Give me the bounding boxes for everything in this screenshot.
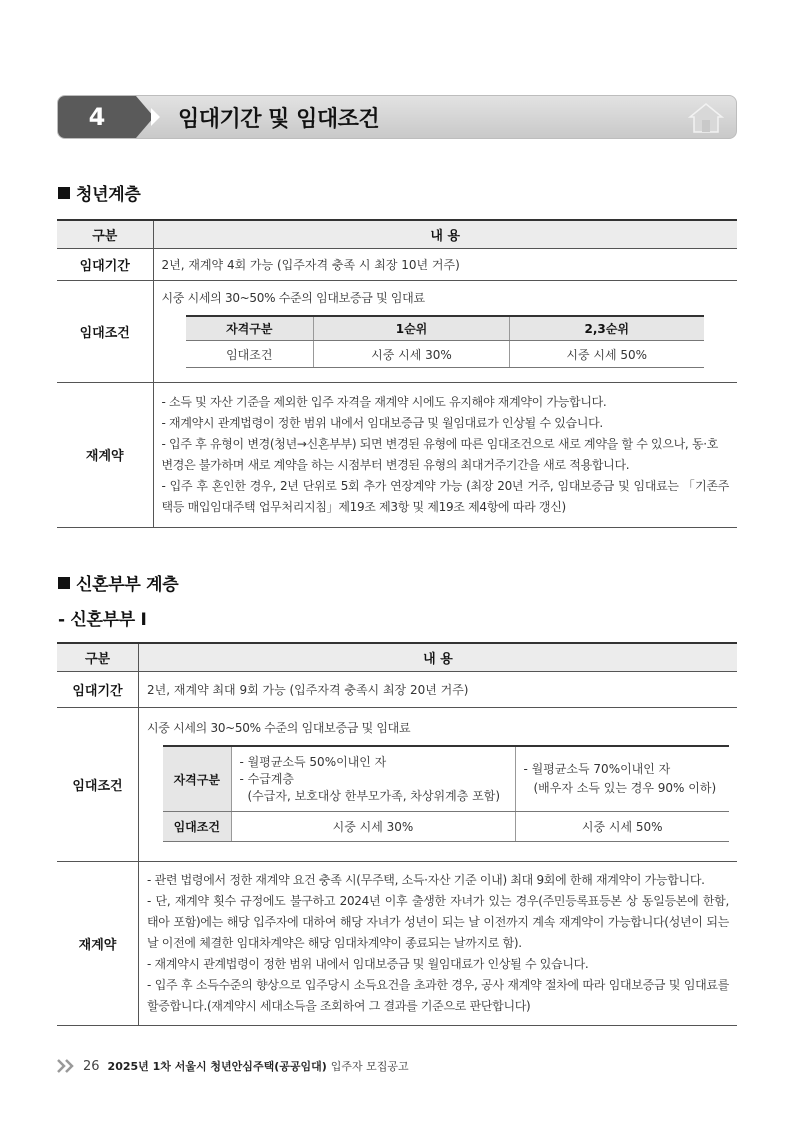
qualification-item: - 월평균소득 50%이내인 자	[239, 754, 387, 769]
renewal-item: - 재계약시 관계법령이 정한 범위 내에서 임대보증금 및 월임대료가 인상될 수 있습니다.	[147, 956, 589, 971]
subtable-cell-label: 임대조건	[163, 812, 231, 842]
double-chevron-icon	[57, 1059, 77, 1073]
column-header-category: 구분	[57, 220, 153, 248]
renewal-item: - 관련 법령에서 정한 재계약 요건 충족 시(무주택, 소득·자산 기준 이내) 최대 9회에 한해 재계약이 가능합니다.	[147, 872, 705, 887]
renewal-item: - 재계약시 관계법령이 정한 범위 내에서 임대보증금 및 월임대료가 인상될 수 있습니다.	[161, 415, 603, 430]
conditions-intro: 시중 시세의 30~50% 수준의 임대보증금 및 임대료	[161, 290, 425, 305]
newlywed-conditions-subtable	[163, 745, 729, 843]
row-label-conditions: 임대조건	[57, 280, 153, 382]
column-header-category: 구분	[57, 643, 139, 671]
column-header-content: 내 용	[153, 220, 737, 248]
subtable-header-qualification: 자격구분	[163, 746, 231, 812]
qualification-item: - 월평균소득 70%이내인 자	[523, 762, 671, 776]
qualification-item: - 수급계층	[239, 771, 295, 786]
renewal-item: - 입주 후 유형이 변경(청년→신혼부부) 되면 변경된 유형에 따른 임대조건으로 새로 계약을 할 수 있으나, 동·호변경은 불가하며 새로 계약을 하는 시점부터 변경된 유형의 최대거주기간을 새로 적용합니다.	[161, 436, 719, 472]
newlywed-table	[57, 642, 737, 1026]
subtable-header-rank1: 1순위	[314, 316, 510, 341]
subtable-cell-rank1: 시중 시세 30%	[314, 341, 510, 368]
youth-heading	[58, 180, 141, 205]
section-banner	[57, 95, 737, 139]
column-header-content: 내 용	[139, 643, 738, 671]
square-bullet-icon	[58, 187, 70, 199]
conditions-intro: 시중 시세의 30~50% 수준의 임대보증금 및 임대료	[147, 720, 411, 735]
qualification-item: (수급자, 보호대상 한부모가족, 차상위계층 포함)	[247, 788, 500, 803]
period-text: 2년, 재계약 4회 가능 (입주자격 충족 시 최장 10년 거주)	[153, 248, 737, 280]
row-label-renewal: 재계약	[57, 861, 139, 1025]
row-label-conditions: 임대조건	[57, 707, 139, 861]
youth-table	[57, 219, 737, 528]
youth-conditions-subtable	[186, 315, 704, 369]
subtable-cell-label: 임대조건	[186, 341, 314, 368]
row-label-period: 임대기간	[57, 248, 153, 280]
renewal-item: - 단, 재계약 횟수 규정에도 불구하고 2024년 이후 출생한 자녀가 있는 경우(주민등록표등본 상 동일등본에 한함, 태아 포함)에는 해당 입주자에 대하여 해당 자녀가 성년이 되는 날 이전까지 계속 재계약이 가능합니다(성년이 되는 날 이전에 체결한 임대차계약은 해당 임대차계약이 종료되는 날까지로 함).	[147, 893, 729, 950]
square-bullet-icon	[58, 577, 70, 589]
banner-arrow-inner	[151, 108, 160, 126]
row-label-period: 임대기간	[57, 671, 139, 707]
newlywed-heading-text: 신혼부부 계층	[76, 575, 179, 595]
renewal-item: - 소득 및 자산 기준을 제외한 입주 자격을 재계약 시에도 유지해야 재계약이 가능합니다.	[161, 394, 607, 409]
period-text: 2년, 재계약 최대 9회 가능 (입주자격 충족시 최장 20년 거주)	[139, 671, 738, 707]
newlywed-heading	[58, 570, 178, 595]
subtable-cell-rate2: 시중 시세 50%	[515, 812, 729, 842]
section-title: 임대기간 및 임대조건	[178, 106, 380, 132]
footer-subtitle: 입주자 모집공고	[330, 1060, 409, 1073]
subtable-cell-rate1: 시중 시세 30%	[231, 812, 515, 842]
subtable-cell-rank23: 시중 시세 50%	[510, 341, 704, 368]
row-label-renewal: 재계약	[57, 382, 153, 527]
footer-title: 2025년 1차 서울시 청년안심주택(공공임대)	[107, 1060, 327, 1073]
home-icon	[688, 102, 724, 134]
subtable-header-qualification: 자격구분	[186, 316, 314, 341]
section-number: 4	[58, 96, 136, 138]
qualification-item: (배우자 소득 있는 경우 90% 이하)	[533, 781, 717, 795]
page-footer	[57, 1058, 409, 1074]
youth-heading-text: 청년계층	[76, 185, 141, 205]
page-number: 26	[83, 1058, 100, 1074]
renewal-item: - 입주 후 혼인한 경우, 2년 단위로 5회 추가 연장계약 가능 (최장 20년 거주, 임대보증금 및 임대료는 「기존주택등 매입임대주택 업무처리지침」제19조 제3항 및 제19조 제4항에 따라 갱신)	[161, 478, 729, 514]
subtable-header-rank23: 2,3순위	[510, 316, 704, 341]
newlywed-subheading: - 신혼부부 Ⅰ	[58, 610, 147, 630]
renewal-item: - 입주 후 소득수준의 향상으로 입주당시 소득요건을 초과한 경우, 공사 재계약 절차에 따라 임대보증금 및 임대료를 할증합니다.(재계약시 세대소득을 조회하여 그 결과를 기준으로 판단합니다)	[147, 977, 729, 1013]
